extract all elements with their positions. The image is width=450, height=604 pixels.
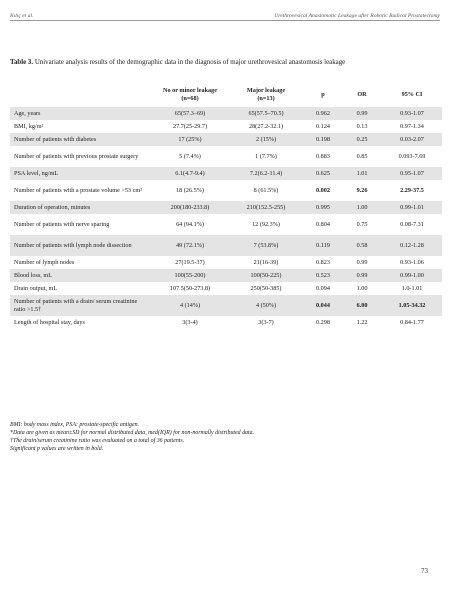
table-body (10, 107, 442, 329)
column-header-col-variable (10, 82, 152, 107)
cell-minor-leakage: 5 (7.4%) (152, 146, 228, 167)
column-header-col-major-leakage: Major leakage (n=13) (228, 82, 304, 107)
cell-minor-leakage: 49 (72.1%) (152, 235, 228, 256)
cell-confidence-interval: 0.03-2.07 (382, 133, 442, 146)
running-head (10, 7, 440, 21)
cell-major-leakage: 7 (53.8%) (228, 235, 304, 256)
cell-major-leakage: 3(3-7) (228, 316, 304, 329)
cell-odds-ratio: 0.75 (342, 214, 382, 235)
cell-odds-ratio: 0.58 (342, 235, 382, 256)
cell-odds-ratio: 0.99 (342, 269, 382, 282)
cell-major-leakage: 28(27.2-32.1) (228, 120, 304, 133)
cell-odds-ratio: 0.13 (342, 120, 382, 133)
cell-minor-leakage: 64 (94.1%) (152, 214, 228, 235)
cell-minor-leakage: 17 (25%) (152, 133, 228, 146)
univariate-table (10, 82, 442, 329)
table-row (10, 235, 442, 256)
cell-p-value: 0.883 (304, 146, 342, 167)
cell-odds-ratio: 0.85 (342, 146, 382, 167)
table-note: BMI: body mass index, PSA: prostate-specific antigen. (10, 422, 140, 428)
cell-minor-leakage: 107.5(50-273.8) (152, 282, 228, 295)
cell-confidence-interval: 0.99-1.01 (382, 201, 442, 214)
cell-variable: Number of patients with a prostate volume >53 cm³ (10, 180, 152, 201)
cell-p-value: 0.044 (304, 295, 342, 316)
cell-major-leakage: 65(57.5–70.5) (228, 107, 304, 120)
cell-p-value: 0.002 (304, 180, 342, 201)
running-head-title: Urethrovesical Anastomotic Leakage after Robotic Radical Prostatectomy (274, 13, 440, 19)
cell-p-value: 0.995 (304, 201, 342, 214)
cell-variable: Age, years (10, 107, 152, 120)
cell-odds-ratio: 9.26 (342, 180, 382, 201)
cell-minor-leakage: 200(180-233.8) (152, 201, 228, 214)
cell-confidence-interval: 1.05-34.32 (382, 295, 442, 316)
cell-minor-leakage: 4 (14%) (152, 295, 228, 316)
cell-minor-leakage: 18 (26.5%) (152, 180, 228, 201)
cell-variable: Number of patients with a drain/ serum creatinine ratio >1.5† (10, 295, 152, 316)
cell-minor-leakage: 6.1(4.7-9.4) (152, 167, 228, 180)
cell-p-value: 0.298 (304, 316, 342, 329)
table-row (10, 180, 442, 201)
cell-major-leakage: 8 (61.5%) (228, 180, 304, 201)
cell-odds-ratio: 1.01 (342, 167, 382, 180)
cell-confidence-interval: 0.12-1.28 (382, 235, 442, 256)
cell-p-value: 0.804 (304, 214, 342, 235)
column-header-col-ci: 95% CI (382, 82, 442, 107)
cell-p-value: 0.625 (304, 167, 342, 180)
cell-variable: Number of patients with lymph node dissection (10, 235, 152, 256)
table-note: Significant p values are written in bold. (10, 446, 104, 453)
cell-confidence-interval: 0.08-7.31 (382, 214, 442, 235)
cell-confidence-interval: 0.93-1.06 (382, 256, 442, 269)
cell-variable: Number of patients with previous prostate surgery (10, 146, 152, 167)
column-header-col-or: OR (342, 82, 382, 107)
table-header (10, 82, 442, 107)
cell-minor-leakage: 3(3-4) (152, 316, 228, 329)
cell-major-leakage: 210(152.5-255) (228, 201, 304, 214)
cell-major-leakage: 2 (15%) (228, 133, 304, 146)
cell-confidence-interval: 2.29-37.5 (382, 180, 442, 201)
cell-variable: Number of patients with diabetes (10, 133, 152, 146)
cell-odds-ratio: 0.99 (342, 256, 382, 269)
column-header-col-minor-leakage: No or minor leakage (n=68) (152, 82, 228, 107)
page-number: 73 (421, 567, 428, 575)
table-row (10, 201, 442, 214)
table-note: *Data are given as mean±SD for normal distributed data, med(IQR) for non-normally distributed data. (10, 430, 255, 437)
cell-major-leakage: 21(16-39) (228, 256, 304, 269)
table-row (10, 133, 442, 146)
table-row (10, 167, 442, 180)
cell-minor-leakage: 27.7(25-29.7) (152, 120, 228, 133)
table-row (10, 316, 442, 329)
cell-confidence-interval: 0.93-1.07 (382, 107, 442, 120)
cell-minor-leakage: 100(55-200) (152, 269, 228, 282)
cell-variable: Drain output, mL (10, 282, 152, 295)
cell-major-leakage: 250(50-385) (228, 282, 304, 295)
table-row (10, 282, 442, 295)
table-row (10, 269, 442, 282)
cell-confidence-interval: 0.84-1.77 (382, 316, 442, 329)
table-row (10, 107, 442, 120)
cell-odds-ratio: 0.25 (342, 133, 382, 146)
cell-variable: Blood loss, mL (10, 269, 152, 282)
table-header-row (10, 82, 442, 107)
cell-confidence-interval: 0.99-1.00 (382, 269, 442, 282)
cell-minor-leakage: 27(19.5-37) (152, 256, 228, 269)
cell-p-value: 0.823 (304, 256, 342, 269)
cell-odds-ratio: 6.00 (342, 295, 382, 316)
table-note: †The drain/serum creatinine ratio was evaluated on a total of 36 patients. (10, 438, 185, 445)
table-row (10, 146, 442, 167)
cell-odds-ratio: 1.00 (342, 201, 382, 214)
cell-major-leakage: 1 (7.7%) (228, 146, 304, 167)
table-row (10, 120, 442, 133)
cell-variable: PSA level, ng/mL (10, 167, 152, 180)
cell-odds-ratio: 0.99 (342, 107, 382, 120)
running-head-authors: Kılıç et al. (10, 13, 34, 19)
cell-confidence-interval: 0.093-7.69 (382, 146, 442, 167)
table-row (10, 256, 442, 269)
cell-p-value: 0.523 (304, 269, 342, 282)
cell-confidence-interval: 1.0-1.01 (382, 282, 442, 295)
table-caption (10, 58, 390, 67)
cell-p-value: 0.124 (304, 120, 342, 133)
table-row (10, 295, 442, 316)
cell-minor-leakage: 65(57.3–69) (152, 107, 228, 120)
cell-major-leakage: 4 (50%) (228, 295, 304, 316)
cell-p-value: 0.198 (304, 133, 342, 146)
cell-variable: Length of hospital stay, days (10, 316, 152, 329)
table-caption-label: Table 3. (10, 59, 34, 66)
cell-p-value: 0.962 (304, 107, 342, 120)
column-header-col-p: p (304, 82, 342, 107)
table-notes (10, 421, 440, 453)
cell-odds-ratio: 1.00 (342, 282, 382, 295)
cell-variable: Duration of operation, minutes (10, 201, 152, 214)
cell-p-value: 0.094 (304, 282, 342, 295)
cell-major-leakage: 100(50-225) (228, 269, 304, 282)
cell-confidence-interval: 0.97-1.34 (382, 120, 442, 133)
cell-variable: Number of patients with nerve sparing (10, 214, 152, 235)
table-row (10, 214, 442, 235)
cell-major-leakage: 12 (92.3%) (228, 214, 304, 235)
cell-p-value: 0.119 (304, 235, 342, 256)
cell-major-leakage: 7.2(6.2-11.4) (228, 167, 304, 180)
table-caption-text: Univariate analysis results of the demographic data in the diagnosis of major urethrovesical anastomosis leakage (33, 59, 346, 66)
cell-odds-ratio: 1.22 (342, 316, 382, 329)
cell-variable: Number of lymph nodes (10, 256, 152, 269)
cell-confidence-interval: 0.95-1.07 (382, 167, 442, 180)
cell-variable: BMI, kg/m² (10, 120, 152, 133)
